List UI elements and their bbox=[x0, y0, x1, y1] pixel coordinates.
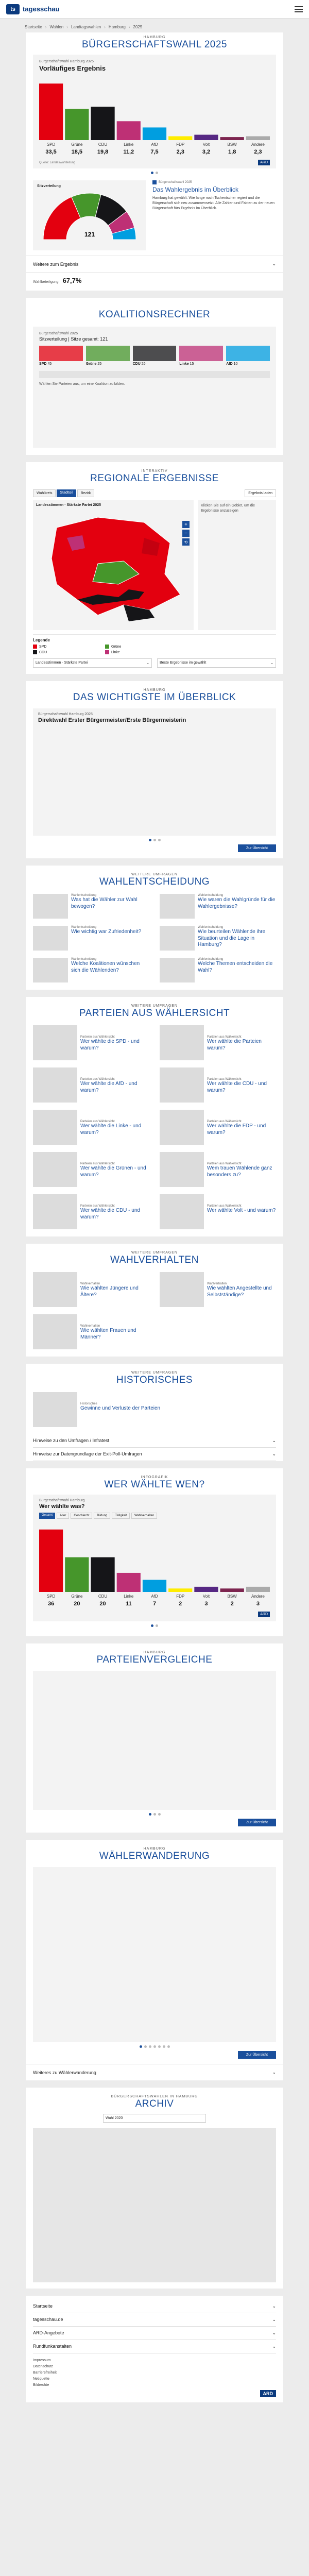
wanderung-overview-button[interactable]: Zur Übersicht bbox=[238, 2051, 276, 2059]
map-title: Landesstimmen · Stärkste Partei 2025 bbox=[36, 503, 101, 507]
ard-badge: ARD bbox=[258, 1612, 270, 1617]
footer-sub-link[interactable]: Barrierefreiheit bbox=[33, 2371, 57, 2375]
wanderung-chart bbox=[33, 1867, 276, 2042]
bar-grüne bbox=[65, 109, 89, 140]
teaser[interactable]: Parteien aus Wählersicht Wer wählte die CDU - und warum? bbox=[33, 1194, 149, 1229]
load-results-button[interactable]: Ergebnis laden bbox=[245, 489, 276, 497]
breadcrumb-item[interactable]: Hamburg bbox=[108, 25, 126, 29]
teaser[interactable]: Parteien aus Wählersicht Wem trauen Wählende ganz besonders zu? bbox=[160, 1152, 276, 1187]
turnout-label: Wahlbeteiligung bbox=[33, 280, 59, 284]
bar-category-label: Linke bbox=[124, 1594, 134, 1599]
teaser[interactable]: Wahlentscheidung Was hat die Wähler zur Wahl bewogen? bbox=[33, 894, 149, 919]
bar-category-label: Grüne bbox=[71, 142, 83, 147]
teaser[interactable]: Parteien aus Wählersicht Wer wählte die AfD - und warum? bbox=[33, 1067, 149, 1103]
bar-fdp bbox=[168, 136, 192, 140]
bar-cdu bbox=[91, 107, 114, 140]
regional-section bbox=[26, 462, 283, 674]
pa-title: PARTEIEN AUS WÄHLERSICHT bbox=[79, 1008, 230, 1019]
logo-text: tagesschau bbox=[23, 5, 60, 13]
teaser[interactable]: Wahlentscheidung Wie beurteilen Wählende ihre Situation und die Lage in Hamburg? bbox=[160, 926, 276, 951]
teaser[interactable]: Parteien aus Wählersicht Wer wählte die Grünen - und warum? bbox=[33, 1152, 149, 1187]
carousel-dots[interactable] bbox=[26, 2042, 283, 2051]
bar-category-label: SPD bbox=[46, 142, 56, 147]
wv2-chart-title: Wer wählte was? bbox=[39, 1503, 85, 1510]
seat-total: 121 bbox=[84, 231, 95, 238]
bar-linke bbox=[117, 121, 141, 140]
bar-fdp bbox=[168, 1588, 192, 1592]
bar-value-label: 36 bbox=[47, 1601, 55, 1607]
bar-category-label: Grüne bbox=[71, 1594, 83, 1599]
footer-link[interactable]: Startseite ⌄ bbox=[33, 2300, 276, 2313]
bar-cdu bbox=[91, 1557, 114, 1592]
summary-overview-button[interactable]: Zur Übersicht bbox=[238, 844, 276, 852]
archive-content bbox=[33, 2128, 276, 2282]
result-view-select[interactable]: Beste Ergebnisse im gewählt ⌄ bbox=[157, 658, 276, 668]
ar-title: ARCHIV bbox=[135, 2098, 174, 2109]
bar-value-label: 7,5 bbox=[150, 149, 159, 155]
footer-sub-link[interactable]: Impressum bbox=[33, 2359, 51, 2362]
breadcrumb-item[interactable]: Startseite bbox=[25, 25, 42, 29]
bar-category-label: Volt bbox=[202, 142, 210, 147]
wv2-chart-subtitle: Bürgerschaftswahl Hamburg bbox=[39, 1499, 85, 1502]
coalition-option[interactable]: Grüne 25 bbox=[86, 346, 130, 366]
tab-gesamt[interactable]: Gesamt bbox=[39, 1513, 55, 1519]
bar-category-label: Andere bbox=[251, 1594, 265, 1599]
bar-value-label: 20 bbox=[99, 1601, 106, 1607]
bar-value-label: 2 bbox=[179, 1601, 182, 1607]
reset-icon[interactable]: ⟲ bbox=[182, 538, 190, 546]
summary-kicker: HAMBURG bbox=[143, 688, 166, 692]
hero-section bbox=[26, 32, 283, 291]
ard-badge: ARD bbox=[258, 160, 270, 165]
site-header bbox=[0, 0, 309, 19]
bar-afd bbox=[143, 127, 166, 140]
ww-title: WÄHLERWANDERUNG bbox=[99, 1851, 210, 1861]
bar-value-label: 11 bbox=[125, 1601, 132, 1607]
source-note: Quelle: Landeswahlleitung bbox=[39, 161, 76, 164]
summary-title: DAS WICHTIGSTE IM ÜBERBLICK bbox=[73, 692, 236, 703]
teaser[interactable]: Wahlentscheidung Wie waren die Wahlgründe für die Wahlergebnisse? bbox=[160, 894, 276, 919]
pv-kicker: HAMBURG bbox=[143, 1651, 166, 1654]
carousel-dots[interactable] bbox=[26, 1621, 283, 1630]
bar-afd bbox=[143, 1580, 166, 1592]
bar-value-label: 2,3 bbox=[176, 149, 184, 155]
bar-volt bbox=[194, 1587, 218, 1592]
teaser[interactable]: Parteien aus Wählersicht Wer wählte die Linke - und warum? bbox=[33, 1110, 149, 1145]
summary-section bbox=[26, 681, 283, 858]
teaser[interactable]: Wahlentscheidung Welche Themen entscheiden die Wahl? bbox=[160, 958, 276, 982]
ww-kicker: HAMBURG bbox=[143, 1847, 166, 1851]
tab-bildung[interactable]: Bildung bbox=[94, 1513, 110, 1519]
zoom-in-icon[interactable]: + bbox=[182, 521, 190, 528]
coalition-option[interactable]: Linke 15 bbox=[179, 346, 223, 366]
hero-title: BÜRGERSCHAFTSWAHL 2025 bbox=[82, 39, 227, 50]
tab-wahlkreis[interactable]: Wahlkreis bbox=[33, 489, 56, 497]
bar-category-label: Volt bbox=[202, 1594, 210, 1599]
teaser[interactable]: Parteien aus Wählersicht Wer wählte Volt - und warum? bbox=[160, 1194, 276, 1229]
bar-category-label: Linke bbox=[124, 142, 134, 147]
hi-title: HISTORISCHES bbox=[116, 1375, 193, 1385]
hamburg-map[interactable] bbox=[36, 507, 191, 625]
seat-distribution-chart bbox=[37, 188, 142, 245]
wahlentscheidung-section bbox=[26, 866, 283, 990]
archive-select[interactable]: Wahl 2020 bbox=[103, 2114, 206, 2123]
carousel-dots[interactable] bbox=[26, 168, 283, 177]
bar-bsw bbox=[220, 1588, 244, 1592]
bar-category-label: CDU bbox=[98, 1594, 108, 1599]
bar-category-label: BSW bbox=[227, 142, 237, 147]
ard-logo: ARD bbox=[260, 2390, 277, 2397]
bar-category-label: FDP bbox=[176, 1594, 185, 1599]
result-type-select[interactable]: Landesstimmen · Stärkste Partei ⌄ bbox=[33, 658, 152, 668]
wv2-title: WER WÄHLTE WEN? bbox=[104, 1479, 205, 1490]
overview-title[interactable]: Das Wahlergebnis im Überblick bbox=[152, 186, 238, 193]
we-kicker: WEITERE UMFRAGEN bbox=[131, 873, 178, 876]
summary-item-kicker: Bürgerschaftswahl Hamburg 2025 bbox=[38, 713, 93, 716]
carousel-dots[interactable] bbox=[26, 1810, 283, 1819]
info-links bbox=[26, 1434, 283, 1461]
chevron-down-icon: ⌄ bbox=[272, 2070, 276, 2075]
wanderung-section bbox=[26, 1840, 283, 2080]
teaser[interactable]: Parteien aus Wählersicht Wer wählte die CDU - und warum? bbox=[160, 1067, 276, 1103]
bar-andere bbox=[246, 1587, 270, 1592]
hero-kicker: HAMBURG bbox=[143, 36, 166, 39]
chart-title: Vorläufiges Ergebnis bbox=[39, 64, 106, 72]
coalition-title: KOALITIONSRECHNER bbox=[98, 309, 211, 320]
teaser[interactable]: Historisches Gewinne und Verluste der Parteien bbox=[33, 1392, 276, 1427]
teaser[interactable]: Wahlverhalten Wie wählten Jüngere und Ältere? bbox=[33, 1272, 149, 1307]
bar-value-label: 18,5 bbox=[71, 149, 83, 155]
bar-value-label: 2 bbox=[230, 1601, 234, 1607]
vergleich-chart bbox=[33, 1671, 276, 1810]
bar-andere bbox=[246, 136, 270, 140]
whovoted-bar-chart bbox=[39, 1522, 270, 1609]
site-logo[interactable] bbox=[6, 4, 60, 14]
coalition-subtitle: Bürgerschaftswahl 2025 bbox=[39, 332, 78, 335]
footer-link[interactable]: ARD-Angebote ⌄ bbox=[33, 2327, 276, 2340]
zoom-out-icon[interactable]: − bbox=[182, 530, 190, 537]
info-link[interactable]: Hinweise zu den Umfragen / Infratest ⌄ bbox=[33, 1434, 276, 1448]
menu-icon[interactable] bbox=[295, 6, 303, 12]
regional-title: REGIONALE ERGEBNISSE bbox=[90, 473, 219, 484]
map-legend: SPD Grüne CDU Linke bbox=[33, 645, 167, 654]
bar-spd bbox=[39, 1530, 63, 1592]
summary-item-title: Direktwahl Erster Bürgermeister/Erste Bürgermeisterin bbox=[38, 717, 186, 723]
bar-linke bbox=[117, 1573, 141, 1592]
breadcrumb-item[interactable]: Landtagswahlen bbox=[71, 25, 101, 29]
result-chart-card bbox=[33, 55, 276, 168]
bar-value-label: 33,5 bbox=[45, 149, 57, 155]
bar-value-label: 20 bbox=[74, 1601, 80, 1607]
bar-category-label: BSW bbox=[227, 1594, 237, 1599]
footer bbox=[26, 2296, 283, 2402]
coalition-party-options bbox=[39, 346, 270, 366]
bar-value-label: 2,3 bbox=[254, 149, 262, 155]
footer-link[interactable]: tagesschau.de ⌄ bbox=[33, 2313, 276, 2327]
coalition-progress bbox=[39, 371, 270, 378]
bar-value-label: 7 bbox=[152, 1601, 157, 1607]
footer-link[interactable]: Rundfunkanstalten ⌄ bbox=[33, 2340, 276, 2353]
bar-category-label: CDU bbox=[98, 142, 108, 147]
tab-geschlecht[interactable]: Geschlecht bbox=[71, 1513, 92, 1519]
teaser[interactable]: Parteien aus Wählersicht Wer wählte die FDP - und warum? bbox=[160, 1110, 276, 1145]
bar-volt bbox=[194, 135, 218, 140]
wanderung-link[interactable]: Weiteres zu Wählerwanderung ⌄ bbox=[26, 2064, 283, 2080]
tab-wahlverhalten[interactable]: Wahlverhalten bbox=[131, 1513, 157, 1519]
bar-value-label: 19,8 bbox=[97, 149, 109, 155]
carousel-dots[interactable] bbox=[26, 836, 283, 844]
historisches-section bbox=[26, 1364, 283, 1434]
bar-value-label: 3,2 bbox=[202, 149, 211, 155]
coalition-seats-label: Sitzverteilung | Sitze gesamt: 121 bbox=[39, 336, 108, 342]
teaser[interactable]: Wahlverhalten Wie wählten Frauen und Männer? bbox=[33, 1314, 149, 1349]
overview-kicker: Bürgerschaftswahl 2025 bbox=[159, 181, 192, 184]
whovoted-tabs bbox=[39, 1513, 270, 1519]
tab-alter[interactable]: Alter bbox=[57, 1513, 69, 1519]
chart-subtitle: Bürgerschaftswahl Hamburg 2025 bbox=[39, 60, 94, 63]
bar-grüne bbox=[65, 1557, 89, 1592]
chevron-down-icon: ⌄ bbox=[272, 261, 276, 266]
wahlverhalten-section bbox=[26, 1244, 283, 1357]
regional-kicker: INTERAKTIV bbox=[141, 469, 168, 473]
bar-category-label: AfD bbox=[151, 1594, 158, 1599]
tab-stadtteil[interactable]: Stadtteil bbox=[57, 489, 76, 497]
wv2-kicker: INFOGRAFIK bbox=[141, 1476, 168, 1479]
bar-value-label: 3 bbox=[204, 1601, 208, 1607]
teaser[interactable]: Wahlentscheidung Welche Koalitionen wünschen sich die Wählenden? bbox=[33, 958, 149, 982]
coalition-note: Wählen Sie Parteien aus, um eine Koalition zu bilden. bbox=[39, 382, 125, 386]
tab-bezirk[interactable]: Bezirk bbox=[77, 489, 94, 497]
footer-sub-link[interactable]: Netiquette bbox=[33, 2377, 49, 2381]
pa-kicker: WEITERE UMFRAGEN bbox=[131, 1004, 178, 1008]
bar-value-label: 3 bbox=[256, 1601, 260, 1607]
bar-bsw bbox=[220, 137, 244, 140]
breadcrumb-current: 2025 bbox=[133, 25, 143, 29]
bar-category-label: FDP bbox=[176, 142, 185, 147]
vergleich-section bbox=[26, 1643, 283, 1833]
map-info-panel bbox=[198, 500, 276, 630]
logo-mark: ts bbox=[6, 4, 20, 14]
breadcrumb: Startseite › Wahlen › Landtagswahlen › Hamburg › 2025 bbox=[25, 25, 143, 29]
footer-sub-link[interactable]: Bildrechte bbox=[33, 2383, 49, 2387]
parteien-section bbox=[26, 997, 283, 1236]
legend-title: Legende bbox=[33, 638, 50, 642]
vergleich-overview-button[interactable]: Zur Übersicht bbox=[238, 1819, 276, 1826]
bar-value-label: 1,8 bbox=[228, 149, 236, 155]
bar-category-label: SPD bbox=[46, 1594, 56, 1599]
footer-sub-link[interactable]: Datenschutz bbox=[33, 2365, 53, 2368]
bar-category-label: Andere bbox=[251, 142, 265, 147]
overview-text: Hamburg hat gewählt. Wie lange noch Tschentscher regiert und die Bürgerschaft sich neu zusammensetzt. Alle Zahlen und Fakten zu der neuen Bürgerschaft fürs Ergebnis im Überblick. bbox=[152, 196, 274, 210]
coalition-option[interactable]: AfD 10 bbox=[226, 346, 270, 366]
pv-title: PARTEIENVERGLEICHE bbox=[96, 1654, 213, 1665]
ar-kicker: BÜRGERSCHAFTSWAHLEN IN HAMBURG bbox=[111, 2095, 198, 2098]
bar-spd bbox=[39, 83, 63, 140]
result-bar-chart bbox=[39, 75, 270, 158]
coalition-option[interactable]: SPD 45 bbox=[39, 346, 83, 366]
map-info-text: Klicken Sie auf ein Gebiet, um die Ergebnisse anzuzeigen bbox=[201, 504, 255, 513]
wv-kicker: WEITERE UMFRAGEN bbox=[131, 1251, 178, 1255]
seat-title: Sitzverteilung bbox=[37, 184, 61, 188]
we-title: WAHLENTSCHEIDUNG bbox=[99, 876, 210, 887]
teaser[interactable]: Wahlentscheidung Wie wichtig war Zufriedenheit? bbox=[33, 926, 149, 951]
map-card bbox=[33, 500, 194, 630]
turnout-value: 67,7% bbox=[62, 277, 82, 284]
archiv-section bbox=[26, 2088, 283, 2289]
tab-taetigkeit[interactable]: Tätigkeit bbox=[112, 1513, 130, 1519]
breadcrumb-item[interactable]: Wahlen bbox=[49, 25, 64, 29]
teaser[interactable]: Parteien aus Wählersicht Wer wählte die Parteien warum? bbox=[160, 1025, 276, 1060]
teaser[interactable]: Wahlverhalten Wie wählten Angestellte und Selbstständige? bbox=[160, 1272, 276, 1307]
bar-value-label: 11,2 bbox=[123, 149, 134, 155]
play-icon bbox=[152, 180, 157, 184]
bar-category-label: AfD bbox=[151, 142, 158, 147]
more-results-label: Weitere zum Ergebnis bbox=[33, 261, 79, 267]
whovoted-section bbox=[26, 1468, 283, 1636]
more-results-link[interactable] bbox=[26, 256, 283, 272]
info-link[interactable]: Hinweise zur Datengrundlage der Exit-Poll-Umfragen ⌄ bbox=[33, 1448, 276, 1461]
hi-kicker: WEITERE UMFRAGEN bbox=[131, 1371, 178, 1375]
coalition-option[interactable]: CDU 26 bbox=[133, 346, 177, 366]
teaser[interactable]: Parteien aus Wählersicht Wer wählte die SPD - und warum? bbox=[33, 1025, 149, 1060]
wv-title: WAHLVERHALTEN bbox=[110, 1255, 199, 1265]
coalition-section bbox=[26, 298, 283, 455]
seat-chart-card bbox=[33, 180, 146, 250]
